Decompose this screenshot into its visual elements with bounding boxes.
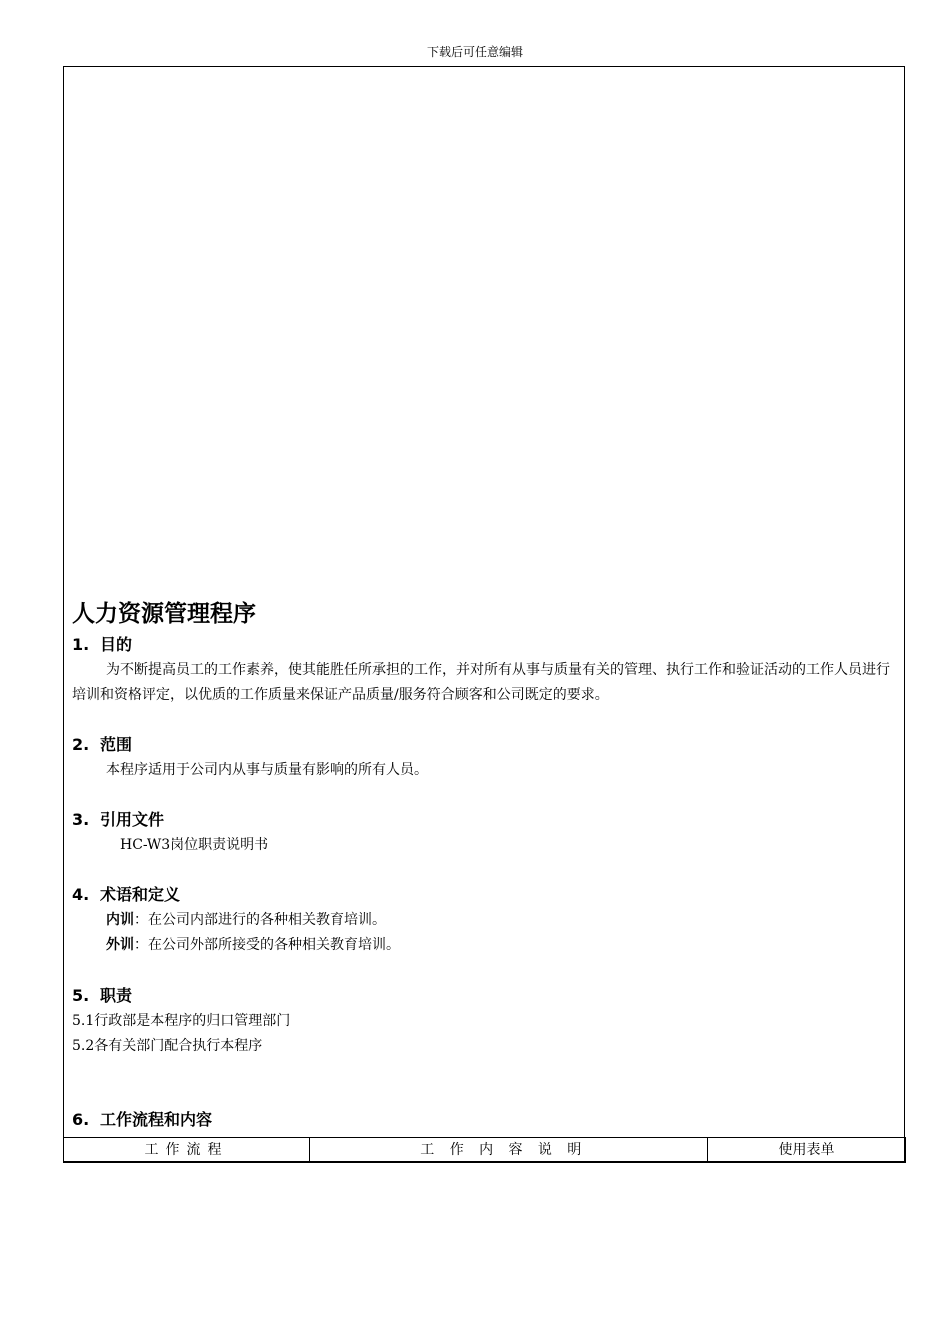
- term-item: 外训：在公司外部所接受的各种相关教育培训。: [106, 937, 400, 953]
- section-number: 3.: [72, 810, 90, 829]
- document-body: [72, 596, 896, 1133]
- section-number: 4.: [72, 885, 90, 904]
- section-terms: [72, 882, 896, 958]
- term-label: 内训: [106, 912, 134, 928]
- section-responsibilities: [72, 983, 896, 1059]
- term-label: 外训: [106, 937, 134, 953]
- table-header-row: [64, 1138, 906, 1163]
- section-heading: 职责: [100, 986, 133, 1005]
- section-heading: 引用文件: [100, 810, 165, 829]
- section-text: 本程序适用于公司内从事与质量有影响的所有人员。: [106, 762, 428, 778]
- section-references: [72, 807, 896, 858]
- section-number: 1.: [72, 635, 90, 654]
- section-purpose: [72, 632, 896, 708]
- term-definition: 在公司外部所接受的各种相关教育培训。: [148, 937, 400, 953]
- section-number: 5.: [72, 986, 90, 1005]
- section-text: 为不断提高员工的工作素养，使其能胜任所承担的工作，并对所有从事与质量有关的管理、执行工作和验证活动的工作人员进行培训和资格评定，以优质的工作质量来保证产品质量/服务符合顾客和公司既定的要求。: [72, 662, 890, 703]
- section-text: HC-W3岗位职责说明书: [120, 837, 269, 853]
- document-title: 人力资源管理程序: [72, 601, 256, 627]
- list-item: 5.1行政部是本程序的归口管理部门: [72, 1013, 291, 1029]
- table-header-cell: 使用表单: [708, 1138, 906, 1163]
- term-definition: 在公司内部进行的各种相关教育培训。: [148, 912, 386, 928]
- workflow-table: [63, 1137, 906, 1163]
- table-header-cell: 工作流程: [64, 1138, 310, 1163]
- table-header-cell: 工作内容说明: [310, 1138, 708, 1163]
- section-heading: 工作流程和内容: [100, 1110, 213, 1129]
- header-note: 下载后可任意编辑: [426, 45, 523, 59]
- section-scope: [72, 732, 896, 783]
- section-number: 2.: [72, 735, 90, 754]
- section-workflow: [72, 1107, 896, 1133]
- section-number: 6.: [72, 1110, 90, 1129]
- section-heading: 范围: [100, 735, 133, 754]
- list-item: 5.2各有关部门配合执行本程序: [72, 1038, 263, 1054]
- section-heading: 目的: [100, 635, 133, 654]
- section-heading: 术语和定义: [100, 885, 181, 904]
- term-item: 内训：在公司内部进行的各种相关教育培训。: [106, 912, 386, 928]
